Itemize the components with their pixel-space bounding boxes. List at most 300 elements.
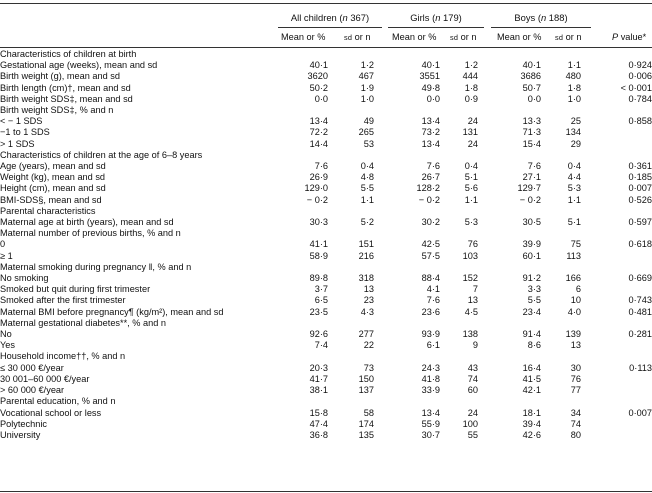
cell-all-sd-n: 265 [358, 127, 374, 138]
or-n-label: or n [352, 32, 371, 42]
cell-girls-sd-n: 76 [467, 239, 478, 250]
header-rule [0, 47, 652, 48]
cell-all-mean: 30·3 [309, 217, 328, 228]
cell-boys-mean: 13·3 [522, 116, 541, 127]
cell-girls-sd-n: 5·1 [464, 172, 478, 183]
table-row [0, 105, 652, 116]
table-row [0, 262, 652, 273]
table-row [0, 139, 652, 150]
cell-p-value: 0·113 [629, 362, 652, 373]
cell-all-sd-n: 277 [358, 329, 374, 340]
row-label: Yes [0, 340, 15, 351]
sd-label: sd [555, 33, 564, 42]
cell-p-value [581, 430, 652, 441]
cell-all-sd-n [328, 262, 374, 273]
row-label: Maternal gestational diabetes**, % and n [0, 317, 166, 328]
p-value-rest: value* [618, 32, 647, 42]
table-row [0, 351, 652, 362]
cell-all-mean [278, 49, 328, 60]
or-n-label: or n [458, 32, 477, 42]
cell-all-sd-n: 5·2 [360, 217, 374, 228]
cell-boys-sd-n: 166 [565, 273, 581, 284]
cell-all-sd-n [328, 351, 374, 362]
cell-boys-sd-n [541, 396, 581, 407]
table-row [0, 419, 652, 430]
cell-all-mean: 41·7 [309, 373, 328, 384]
cell-all-sd-n [328, 318, 374, 329]
cell-boys-sd-n: 77 [570, 385, 581, 396]
cell-all-mean: 50·2 [309, 82, 328, 93]
cell-all-sd-n [328, 150, 374, 161]
cell-boys-mean: 0·0 [527, 93, 541, 104]
cell-all-mean [278, 105, 328, 116]
table-row [0, 273, 652, 284]
cell-girls-sd-n [440, 396, 478, 407]
cell-girls-mean: 23·6 [421, 306, 440, 317]
row-label: Gestational age (weeks), mean and sd [0, 60, 158, 71]
cell-boys-sd-n [541, 206, 581, 217]
row-label: Birth weight SDS‡, % and n [0, 105, 114, 116]
cell-all-sd-n: 0·4 [360, 161, 374, 172]
cell-boys-mean: 71·3 [522, 127, 541, 138]
cell-all-sd-n: 5·5 [360, 183, 374, 194]
cell-p-value: < 0·001 [620, 82, 652, 93]
table-row [0, 295, 652, 306]
cell-girls-sd-n: 1·8 [464, 82, 478, 93]
cell-girls-sd-n: 5·3 [464, 217, 478, 228]
cell-all-sd-n: 150 [358, 373, 374, 384]
cell-all-mean: 6·5 [314, 295, 328, 306]
row-label: Maternal BMI before pregnancy¶ (kg/m²), mean and sd [0, 306, 224, 317]
cell-all-mean [278, 228, 328, 239]
cell-boys-sd-n: 6 [575, 284, 581, 295]
cell-girls-mean: 93·9 [421, 329, 440, 340]
cell-p-value: 0·007 [628, 183, 652, 194]
cell-all-sd-n [328, 206, 374, 217]
cell-girls-mean: 88·4 [421, 273, 440, 284]
cell-girls-sd-n: 1·2 [464, 60, 478, 71]
cell-p-value: 0·006 [628, 71, 652, 82]
cell-all-mean: 23·5 [309, 306, 328, 317]
cell-boys-mean: 129·7 [517, 183, 541, 194]
table-row [0, 329, 652, 340]
group-count: 367 [347, 12, 366, 23]
cell-boys-mean: 7·6 [527, 161, 541, 172]
row-label: Smoked after the first trimester [0, 295, 126, 306]
cell-girls-sd-n: 9 [472, 340, 478, 351]
cell-girls-mean [374, 49, 440, 60]
group-underline-all [278, 27, 382, 28]
cell-girls-mean [374, 396, 440, 407]
cell-p-value [581, 419, 652, 430]
cell-p-value [581, 206, 652, 217]
row-label: Birth weight SDS‡, mean and sd [0, 93, 133, 104]
cell-all-sd-n: 4·8 [360, 172, 374, 183]
table-row [0, 49, 652, 60]
cell-boys-mean: 39·4 [522, 418, 541, 429]
cell-boys-mean: 3686 [520, 71, 541, 82]
cell-boys-mean: 3·3 [527, 284, 541, 295]
cell-girls-mean: 13·4 [421, 138, 440, 149]
cell-girls-mean: 30·2 [421, 217, 440, 228]
cell-boys-mean: 60·1 [522, 250, 541, 261]
cell-girls-mean [374, 150, 440, 161]
cell-girls-sd-n [440, 228, 478, 239]
cell-girls-mean: − 0·2 [418, 194, 440, 205]
cell-girls-mean [374, 351, 440, 362]
cell-girls-mean: 13·4 [421, 407, 440, 418]
cell-girls-sd-n: 24 [467, 407, 478, 418]
cell-girls-sd-n [440, 351, 478, 362]
subheader-mean-girls: Mean or % [392, 32, 437, 42]
or-n-label: or n [563, 32, 582, 42]
table-row [0, 363, 652, 374]
cell-girls-mean [374, 105, 440, 116]
table-row [0, 150, 652, 161]
table-row [0, 228, 652, 239]
cell-p-value: 0·361 [628, 161, 652, 172]
cell-boys-sd-n: 76 [570, 373, 581, 384]
cell-girls-sd-n [440, 262, 478, 273]
table-row [0, 71, 652, 82]
cell-boys-mean: 42·6 [522, 429, 541, 440]
row-label: ≤ 30 000 €/year [0, 362, 64, 373]
table-row [0, 161, 652, 172]
cell-all-mean [278, 318, 328, 329]
table-row [0, 374, 652, 385]
subheader-mean-boys: Mean or % [497, 32, 542, 42]
group-header-girls: Girls (n 179) [410, 12, 462, 23]
cell-p-value [581, 49, 652, 60]
cell-all-mean: 15·8 [309, 407, 328, 418]
cell-p-value [581, 251, 652, 262]
cell-p-value: 0·858 [628, 116, 652, 127]
table-row [0, 195, 652, 206]
cell-p-value [581, 228, 652, 239]
cell-girls-sd-n: 0·4 [464, 161, 478, 172]
cell-boys-mean [478, 49, 541, 60]
group-n-symbol: n [342, 12, 348, 23]
cell-girls-sd-n: 4·5 [464, 306, 478, 317]
cell-girls-sd-n [440, 318, 478, 329]
cell-all-mean: 3·7 [314, 284, 328, 295]
cell-boys-mean [478, 351, 541, 362]
cell-all-sd-n: 1·0 [360, 93, 374, 104]
cell-girls-mean: 30·7 [421, 429, 440, 440]
cell-all-mean: 40·1 [309, 60, 328, 71]
cell-boys-sd-n [541, 105, 581, 116]
cell-all-sd-n: 174 [358, 418, 374, 429]
row-label: Age (years), mean and sd [0, 161, 106, 172]
cell-p-value [581, 340, 652, 351]
cell-girls-mean: 73·2 [421, 127, 440, 138]
p-symbol: P [612, 32, 619, 42]
cell-all-mean: 58·9 [309, 250, 328, 261]
cell-p-value [581, 105, 652, 116]
sd-label: sd [450, 33, 459, 42]
group-header-all: All children (n 367) [290, 12, 370, 23]
row-label: Smoked but quit during first trimester [0, 284, 151, 295]
cell-girls-sd-n: 74 [467, 373, 478, 384]
cell-girls-mean: 26·7 [421, 172, 440, 183]
row-label: −1 to 1 SDS [0, 127, 50, 138]
cell-all-mean [278, 351, 328, 362]
subheader-sd-girls [450, 32, 477, 42]
cell-girls-sd-n [440, 49, 478, 60]
cell-girls-sd-n: 60 [467, 385, 478, 396]
table-row [0, 284, 652, 295]
group-underline-girls [388, 27, 484, 28]
row-label: 30 001–60 000 €/year [0, 373, 90, 384]
table-row [0, 172, 652, 183]
cell-p-value [581, 385, 652, 396]
row-label: Maternal age at birth (years), mean and sd [0, 217, 174, 228]
cell-all-sd-n: 73 [363, 362, 374, 373]
cell-all-mean: 38·1 [309, 385, 328, 396]
cell-boys-sd-n: 1·1 [567, 60, 581, 71]
cell-girls-mean: 7·6 [426, 161, 440, 172]
cell-girls-mean [374, 318, 440, 329]
cell-boys-mean [478, 228, 541, 239]
cell-boys-sd-n: 75 [570, 239, 581, 250]
cell-boys-sd-n [541, 228, 581, 239]
cell-boys-mean: 27·1 [522, 172, 541, 183]
cell-p-value [581, 139, 652, 150]
cell-all-mean: 20·3 [309, 362, 328, 373]
cell-girls-mean: 128·2 [416, 183, 440, 194]
table-row [0, 340, 652, 351]
cell-boys-mean: 40·1 [522, 60, 541, 71]
bottom-rule [0, 491, 652, 492]
row-label: Polytechnic [0, 418, 47, 429]
cell-p-value [581, 396, 652, 407]
row-label: Maternal smoking during pregnancy ‖, % and n [0, 261, 192, 272]
table-body [0, 49, 652, 441]
table-row [0, 206, 652, 217]
cell-boys-mean [478, 150, 541, 161]
cell-girls-mean: 0·0 [426, 93, 440, 104]
cell-all-sd-n: 135 [358, 429, 374, 440]
cell-girls-sd-n: 138 [462, 329, 478, 340]
subheader-sd-boys [555, 32, 582, 42]
cell-boys-mean: − 0·2 [519, 194, 541, 205]
cell-p-value: 0·924 [628, 60, 652, 71]
cell-boys-mean: 18·1 [522, 407, 541, 418]
cell-all-sd-n [328, 228, 374, 239]
cell-all-mean [278, 396, 328, 407]
cell-p-value: 0·185 [628, 172, 652, 183]
cell-girls-sd-n [440, 150, 478, 161]
cell-boys-sd-n [541, 351, 581, 362]
cell-all-mean: 14·4 [309, 138, 328, 149]
cell-boys-sd-n: 1·8 [567, 82, 581, 93]
cell-girls-sd-n [440, 105, 478, 116]
cell-girls-sd-n: 7 [472, 284, 478, 295]
table-row [0, 60, 652, 71]
group-header-boys: Boys (n 188) [514, 12, 568, 23]
table-row [0, 307, 652, 318]
top-rule [0, 3, 652, 4]
cell-all-sd-n: 22 [363, 340, 374, 351]
cell-girls-mean: 55·9 [421, 418, 440, 429]
subheader-mean-all: Mean or % [281, 32, 326, 42]
row-label: University [0, 429, 41, 440]
cell-all-mean [278, 206, 328, 217]
cell-boys-sd-n: 29 [570, 138, 581, 149]
cell-all-sd-n: 216 [358, 250, 374, 261]
cell-girls-sd-n: 0·9 [464, 93, 478, 104]
cell-boys-sd-n: 25 [570, 116, 581, 127]
group-count: 179 [440, 12, 459, 23]
row-label: No smoking [0, 273, 49, 284]
cell-all-mean: 41·1 [309, 239, 328, 250]
cell-p-value [581, 262, 652, 273]
cell-all-sd-n: 467 [358, 71, 374, 82]
cell-boys-mean [478, 396, 541, 407]
cell-boys-mean: 39·9 [522, 239, 541, 250]
cell-all-mean: 7·6 [314, 161, 328, 172]
cell-girls-sd-n: 103 [462, 250, 478, 261]
cell-girls-sd-n: 152 [462, 273, 478, 284]
cell-p-value [581, 284, 652, 295]
cell-boys-sd-n [541, 49, 581, 60]
cell-girls-sd-n: 1·1 [464, 194, 478, 205]
row-label: Birth weight (g), mean and sd [0, 71, 121, 82]
cell-all-mean: 47·4 [309, 418, 328, 429]
cell-boys-mean [478, 206, 541, 217]
cell-p-value [581, 318, 652, 329]
cell-girls-mean: 57·5 [421, 250, 440, 261]
row-label: Characteristics of children at birth [0, 49, 137, 59]
cell-girls-mean: 40·1 [421, 60, 440, 71]
cell-all-mean: 13·4 [309, 116, 328, 127]
cell-boys-mean: 5·5 [527, 295, 541, 306]
cell-boys-mean [478, 105, 541, 116]
cell-boys-mean: 23·4 [522, 306, 541, 317]
cell-boys-sd-n: 1·1 [567, 194, 581, 205]
cell-all-mean [278, 262, 328, 273]
cell-boys-mean: 91·4 [522, 329, 541, 340]
cell-all-sd-n: 1·9 [360, 82, 374, 93]
cell-all-sd-n: 151 [358, 239, 374, 250]
cell-all-mean: 7·4 [314, 340, 328, 351]
row-label: < − 1 SDS [0, 116, 43, 127]
cell-boys-mean: 16·4 [522, 362, 541, 373]
cell-boys-sd-n: 113 [566, 250, 581, 261]
cell-p-value [581, 150, 652, 161]
cell-all-sd-n: 49 [363, 116, 374, 127]
cell-girls-mean: 33·9 [421, 385, 440, 396]
cell-girls-sd-n: 24 [467, 138, 478, 149]
cell-p-value: 0·669 [628, 273, 652, 284]
table-row [0, 385, 652, 396]
cell-boys-sd-n: 5·3 [567, 183, 581, 194]
cell-boys-sd-n: 134 [565, 127, 581, 138]
cell-girls-sd-n: 24 [467, 116, 478, 127]
cell-all-sd-n [328, 49, 374, 60]
cell-all-sd-n: 1·2 [360, 60, 374, 71]
cell-p-value: 0·007 [628, 407, 652, 418]
cell-p-value: 0·743 [628, 295, 652, 306]
cell-boys-sd-n: 5·1 [567, 217, 581, 228]
cell-p-value [581, 351, 652, 362]
table-row [0, 183, 652, 194]
cell-all-mean: 3620 [307, 71, 328, 82]
cell-boys-sd-n: 139 [565, 329, 581, 340]
cell-p-value: 0·597 [628, 217, 652, 228]
group-n-symbol: n [540, 12, 547, 23]
cell-boys-sd-n [541, 262, 581, 273]
cell-girls-sd-n [440, 206, 478, 217]
row-label: > 60 000 €/year [0, 385, 65, 396]
cell-boys-sd-n: 10 [570, 295, 581, 306]
row-label: Maternal number of previous births, % and n [0, 228, 181, 239]
cell-all-sd-n: 137 [358, 385, 374, 396]
cell-all-sd-n: 23 [363, 295, 374, 306]
cell-girls-mean [374, 262, 440, 273]
cell-all-mean: 26·9 [309, 172, 328, 183]
cell-all-mean: 92·6 [309, 329, 328, 340]
p-value-header [612, 32, 646, 42]
cell-p-value [581, 127, 652, 138]
sd-label: sd [344, 33, 353, 42]
cell-boys-mean: 50·7 [522, 82, 541, 93]
cell-boys-mean: 30·5 [522, 217, 541, 228]
cell-girls-mean: 4·1 [426, 284, 440, 295]
row-label: Household income††, % and n [0, 351, 126, 362]
cell-girls-sd-n: 131 [462, 127, 478, 138]
group-name: Boys [514, 12, 536, 23]
cell-boys-sd-n: 1·0 [567, 93, 581, 104]
cell-p-value: 0·526 [628, 194, 652, 205]
group-name: Girls [410, 12, 430, 23]
row-label: ≥ 1 [0, 250, 13, 261]
group-n-symbol: n [435, 12, 441, 23]
cell-all-sd-n: 58 [363, 407, 374, 418]
cell-all-sd-n: 4·3 [360, 306, 374, 317]
table-row [0, 116, 652, 127]
cell-girls-sd-n: 43 [467, 362, 478, 373]
cell-all-sd-n [328, 105, 374, 116]
cell-girls-mean: 42·5 [421, 239, 440, 250]
cell-boys-mean [478, 262, 541, 273]
table-row [0, 408, 652, 419]
cell-girls-sd-n: 100 [462, 418, 478, 429]
cell-boys-sd-n [541, 150, 581, 161]
row-label: Weight (kg), mean and sd [0, 172, 106, 183]
cell-boys-mean: 8·6 [527, 340, 541, 351]
table-row [0, 94, 652, 105]
cell-all-mean: 89·8 [309, 273, 328, 284]
cell-all-mean: 0·0 [314, 93, 328, 104]
table-row [0, 239, 652, 250]
cell-boys-sd-n: 80 [570, 429, 581, 440]
cell-boys-sd-n: 30 [570, 362, 581, 373]
cell-girls-mean: 3551 [419, 71, 440, 82]
cell-all-sd-n: 53 [363, 138, 374, 149]
cell-girls-sd-n: 55 [467, 429, 478, 440]
cell-boys-sd-n: 13 [570, 340, 581, 351]
cell-boys-sd-n: 34 [570, 407, 581, 418]
cell-girls-mean: 6·1 [426, 340, 440, 351]
cell-all-mean: − 0·2 [306, 194, 328, 205]
cell-boys-mean: 42·1 [522, 385, 541, 396]
cell-p-value: 0·784 [628, 93, 652, 104]
row-label: Parental education, % and n [0, 396, 116, 407]
cell-all-sd-n: 13 [363, 284, 374, 295]
cell-boys-sd-n [541, 318, 581, 329]
cell-girls-mean [374, 206, 440, 217]
